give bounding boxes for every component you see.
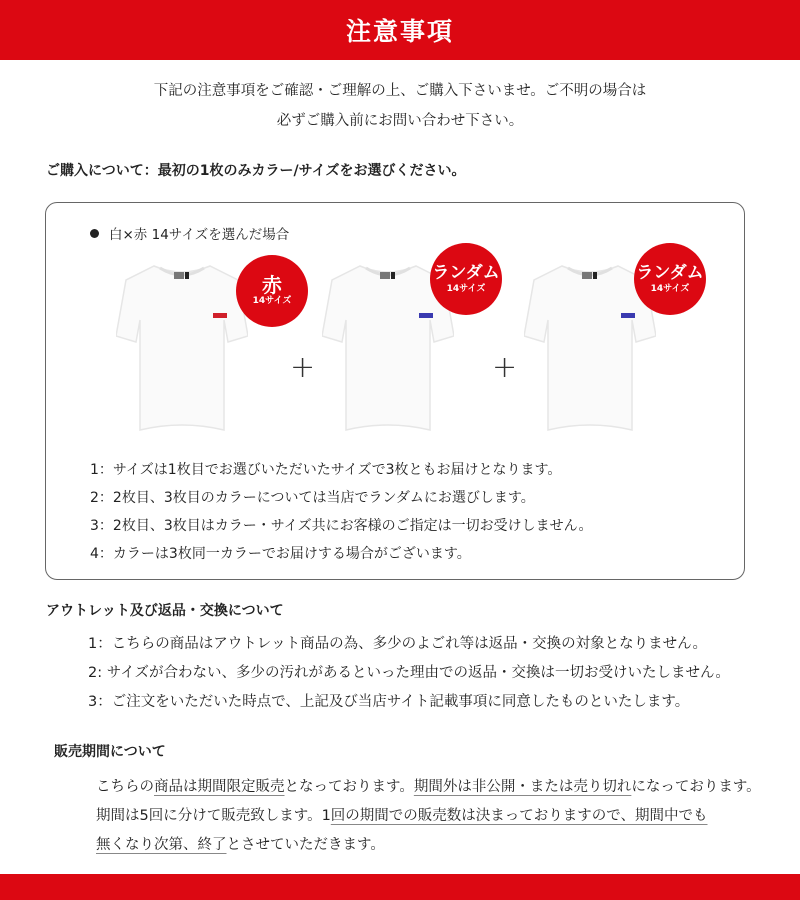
badge-main-2: ランダム (432, 263, 500, 283)
color-badge-1 (236, 255, 308, 327)
text-span: となっております。 (284, 779, 414, 795)
outlet-item: 1：こちらの商品はアウトレット商品の為、多少のよごれ等は返品・交換の対象となりません。 (88, 636, 707, 652)
brand-logo (621, 313, 635, 318)
color-badge-2 (430, 243, 502, 315)
sales-line-2 (96, 802, 761, 831)
intro-text (0, 76, 800, 136)
outlet-item: 2: サイズが合わない、多少の汚れがあるといった理由での返品・交換は一切お受けいたしません。 (88, 665, 730, 681)
purchase-note: 2：2枚目、3枚目のカラーについては当店でランダムにお選びします。 (90, 490, 535, 506)
underlined-text: 無くなり次第、終了 (96, 837, 227, 853)
purchase-notes (90, 456, 592, 568)
header-banner (0, 0, 800, 60)
case-label (90, 223, 289, 243)
sales-period-heading: 販売期間について (54, 744, 166, 760)
badge-main-1: 赤 (262, 273, 282, 297)
sales-line-1 (96, 773, 761, 802)
intro-line-2: 必ずご購入前にお問い合わせ下さい。 (276, 113, 524, 129)
outlet-heading: アウトレット及び返品・交換について (46, 603, 284, 619)
underlined-text: 期間外は非公開・または売り切れ (413, 779, 632, 795)
case-label-text: 白×赤 14サイズを選んだ場合 (109, 227, 290, 243)
purchase-heading: ご購入について：最初の1枚のみカラー/サイズをお選びください。 (46, 163, 466, 179)
purchase-example-box (45, 202, 745, 580)
tshirt-icon (116, 258, 248, 433)
purchase-note: 1：サイズは1枚目でお選びいただいたサイズで3枚ともお届けとなります。 (90, 462, 562, 478)
badge-main-3: ランダム (636, 263, 704, 283)
underlined-text: 回の期間での販売数は決まっておりますので、期間中でも (330, 808, 708, 824)
badge-sub-1: 14サイズ (252, 296, 292, 306)
plus-symbol-1: + (290, 350, 316, 385)
bullet-icon (90, 229, 99, 238)
text-span: 期間は5回に分けて販売致します。1 (96, 808, 331, 824)
text-span: こちらの (96, 779, 154, 795)
tshirt-image-1 (116, 258, 248, 433)
sales-period-text (96, 773, 761, 860)
text-span: とさせていただきます。 (226, 837, 385, 853)
intro-line-1: 下記の注意事項をご確認・ご理解の上、ご購入下さいませ。ご不明の場合は (153, 83, 647, 99)
plus-symbol-2: + (492, 350, 518, 385)
sales-line-3 (96, 831, 761, 860)
badge-sub-2: 14サイズ (446, 284, 486, 294)
page-title: 注意事項 (345, 17, 454, 46)
badge-sub-3: 14サイズ (650, 284, 690, 294)
brand-logo (419, 313, 433, 318)
outlet-item: 3：ご注文をいただいた時点で、上記及び当店サイト記載事項に同意したものといたします。 (88, 694, 690, 710)
purchase-note: 4：カラーは3枚同一カラーでお届けする場合がございます。 (90, 546, 471, 562)
footer-banner (0, 874, 800, 900)
text-span: になっております。 (631, 779, 761, 795)
outlet-list (88, 630, 730, 717)
purchase-note: 3：2枚目、3枚目はカラー・サイズ共にお客様のご指定は一切お受けしません。 (90, 518, 593, 534)
brand-logo (213, 313, 227, 318)
color-badge-3 (634, 243, 706, 315)
underlined-text: 商品は期間限定販売 (154, 779, 285, 795)
